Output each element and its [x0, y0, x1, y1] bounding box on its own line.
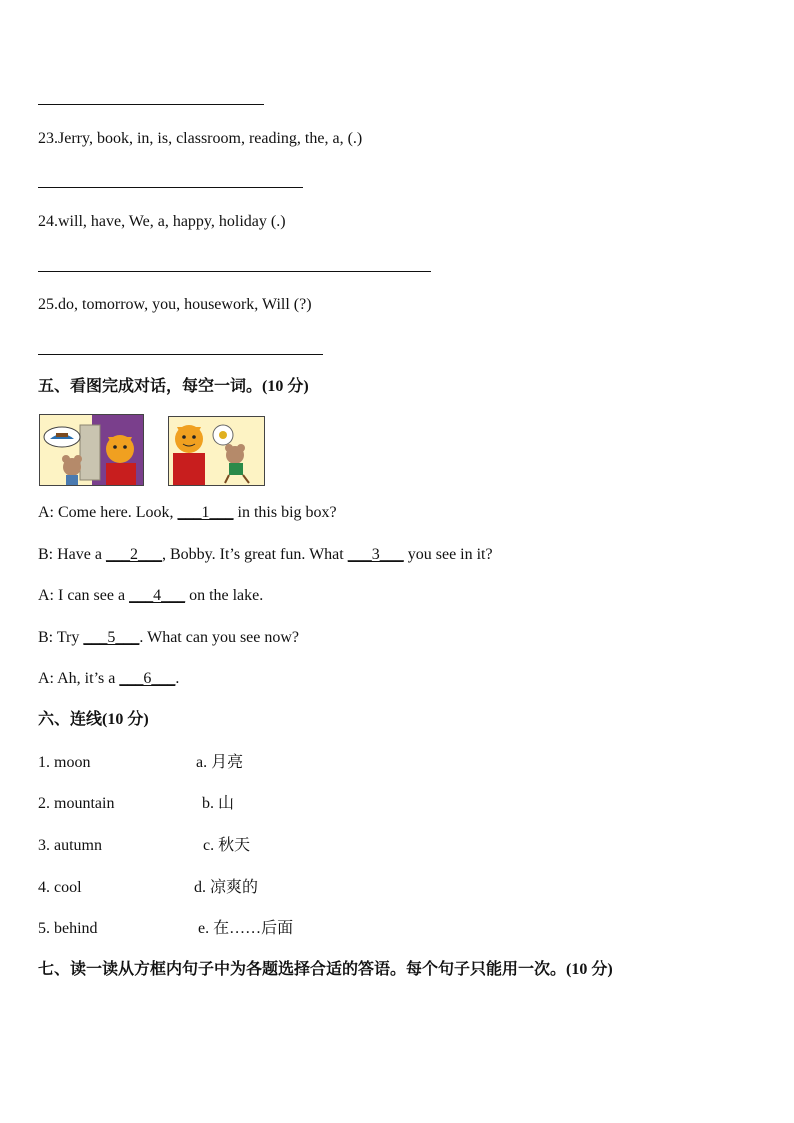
section-6-heading: 六、连线(10 分) — [38, 711, 149, 728]
picture-mouse-box — [39, 414, 144, 486]
section-7-heading: 七、读一读从方框内句子中为各题选择合适的答语。每个句子只能用一次。(10 分) — [38, 961, 613, 978]
dialogue-line-2 — [38, 545, 493, 565]
dialogue-5-pre: A: Ah, it’s a — [38, 670, 120, 687]
dialogue-4-post: . What can you see now? — [139, 629, 300, 646]
dialogue-2-pre: B: Have a — [38, 546, 106, 563]
section-5-heading: 五、看图完成对话，每空一词。(10 分) — [38, 378, 309, 395]
dialogue-3-pre: A: I can see a — [38, 587, 130, 604]
blank-2: ___2___ — [105, 546, 162, 563]
dialogue-2-mid: , Bobby. It’s great fun. What — [161, 546, 348, 563]
dialogue-3-post: on the lake. — [185, 587, 264, 604]
blank-1: ___1___ — [177, 504, 234, 521]
match-left-5: 5. behind — [38, 920, 98, 937]
dialogue-line-1 — [38, 503, 337, 523]
question-24: 24.will, have, We, a, happy, holiday (.) — [38, 213, 286, 230]
match-right-1: a. 月亮 — [196, 754, 244, 771]
match-right-4: d. 凉爽的 — [194, 879, 259, 896]
match-left-2: 2. mountain — [38, 795, 115, 812]
blank-4: ___4___ — [129, 587, 186, 604]
match-right-2: b. 山 — [202, 795, 235, 812]
dialogue-1-post: in this big box? — [233, 504, 337, 521]
match-right-5: e. 在……后面 — [198, 920, 294, 937]
question-23: 23.Jerry, book, in, is, classroom, reading, the, a, (.) — [38, 130, 363, 147]
dialogue-2-post: you see in it? — [403, 546, 493, 563]
dialogue-5-post: . — [175, 670, 180, 687]
dialogue-line-5 — [38, 669, 179, 689]
blank-5: ___5___ — [83, 629, 140, 646]
match-left-4: 4. cool — [38, 879, 82, 896]
dialogue-line-4 — [38, 628, 299, 648]
answer-line-23 — [38, 187, 303, 188]
match-left-3: 3. autumn — [38, 837, 102, 854]
dialogue-4-pre: B: Try — [38, 629, 84, 646]
dialogue-1-pre: A: Come here. Look, — [38, 504, 178, 521]
blank-3: ___3___ — [347, 546, 404, 563]
answer-line-24 — [38, 271, 431, 272]
answer-line-22 — [38, 104, 264, 105]
question-25: 25.do, tomorrow, you, housework, Will (?) — [38, 296, 312, 313]
blank-6: ___6___ — [119, 670, 176, 687]
picture-tiger-mouse — [168, 416, 265, 486]
match-left-1: 1. moon — [38, 754, 91, 771]
dialogue-line-3 — [38, 586, 263, 606]
answer-line-25 — [38, 354, 323, 355]
match-right-3: c. 秋天 — [203, 837, 251, 854]
